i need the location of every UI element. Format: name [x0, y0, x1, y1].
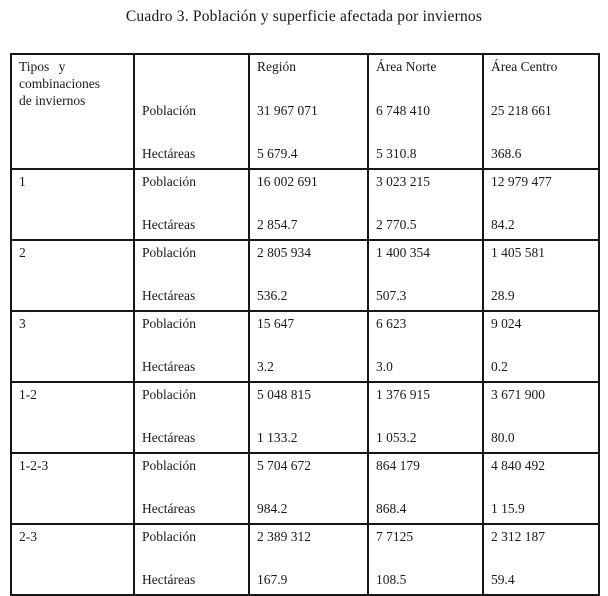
- cell-row-labels: Población Hectáreas: [134, 524, 249, 595]
- table-row-tipo-2: [11, 240, 599, 311]
- cell-area-centro: 1 405 581 28.9: [483, 240, 599, 311]
- header-cell-tipos: [11, 54, 134, 169]
- header-cell-area-centro: [483, 54, 599, 169]
- cell-area-norte: 1 400 354 507.3: [368, 240, 483, 311]
- cell-area-centro: 3 671 900 80.0: [483, 382, 599, 453]
- cell-tipo: 1-2-3: [11, 453, 134, 524]
- total-poblacion-region: 31 967 071: [257, 102, 318, 118]
- cell-area-centro: 12 979 477 84.2: [483, 169, 599, 240]
- cell-tipo: 3: [11, 311, 134, 382]
- total-hectareas-area-norte: 5 310.8: [376, 146, 417, 161]
- row-label-hectareas: Hectáreas: [142, 146, 196, 161]
- column-header-area-centro: Área Centro: [491, 59, 558, 74]
- cell-tipo: 2-3: [11, 524, 134, 595]
- header-cell-region: [249, 54, 368, 169]
- header-cell-row-labels: [134, 54, 249, 169]
- cell-area-norte: 3 023 215 2 770.5: [368, 169, 483, 240]
- total-hectareas-region: 5 679.4: [257, 146, 298, 161]
- cell-row-labels: Población Hectáreas: [134, 453, 249, 524]
- cell-row-labels: Población Hectáreas: [134, 169, 249, 240]
- column-header-area-norte: Área Norte: [376, 59, 437, 74]
- table-row-tipo-1: [11, 169, 599, 240]
- cell-area-norte: 6 623 3.0: [368, 311, 483, 382]
- cell-region: 16 002 691 2 854.7: [249, 169, 368, 240]
- table-title: Cuadro 3. Población y superficie afectada por inviernos: [125, 8, 483, 25]
- cell-area-norte: 7 7125 108.5: [368, 524, 483, 595]
- header-tipos-lines: Tipos y combinaciones de inviernos: [19, 59, 100, 108]
- row-label-poblacion: Población: [142, 102, 196, 118]
- total-poblacion-area-centro: 25 218 661: [491, 102, 552, 118]
- cell-region: 15 647 3.2: [249, 311, 368, 382]
- total-hectareas-area-centro: 368.6: [491, 146, 522, 161]
- table-row-tipo-3: [11, 311, 599, 382]
- cell-region: 2 389 312 167.9: [249, 524, 368, 595]
- header-cell-area-norte: [368, 54, 483, 169]
- cell-row-labels: Población Hectáreas: [134, 311, 249, 382]
- table-row-tipo-1-2-3: [11, 453, 599, 524]
- cell-region: 5 704 672 984.2: [249, 453, 368, 524]
- table-row-tipo-2-3: [11, 524, 599, 595]
- cell-tipo: 1: [11, 169, 134, 240]
- cell-region: 5 048 815 1 133.2: [249, 382, 368, 453]
- cell-area-centro: 2 312 187 59.4: [483, 524, 599, 595]
- header-row: [11, 54, 599, 169]
- cell-area-norte: 1 376 915 1 053.2: [368, 382, 483, 453]
- cell-area-centro: 9 024 0.2: [483, 311, 599, 382]
- total-poblacion-area-norte: 6 748 410: [376, 102, 430, 118]
- cell-area-norte: 864 179 868.4: [368, 453, 483, 524]
- data-table: [10, 53, 600, 596]
- table-row-tipo-1-2: [11, 382, 599, 453]
- cell-row-labels: Población Hectáreas: [134, 382, 249, 453]
- cell-tipo: 1-2: [11, 382, 134, 453]
- cell-region: 2 805 934 536.2: [249, 240, 368, 311]
- cell-area-centro: 4 840 492 1 15.9: [483, 453, 599, 524]
- cell-row-labels: Población Hectáreas: [134, 240, 249, 311]
- column-header-region: Región: [257, 59, 296, 74]
- cell-tipo: 2: [11, 240, 134, 311]
